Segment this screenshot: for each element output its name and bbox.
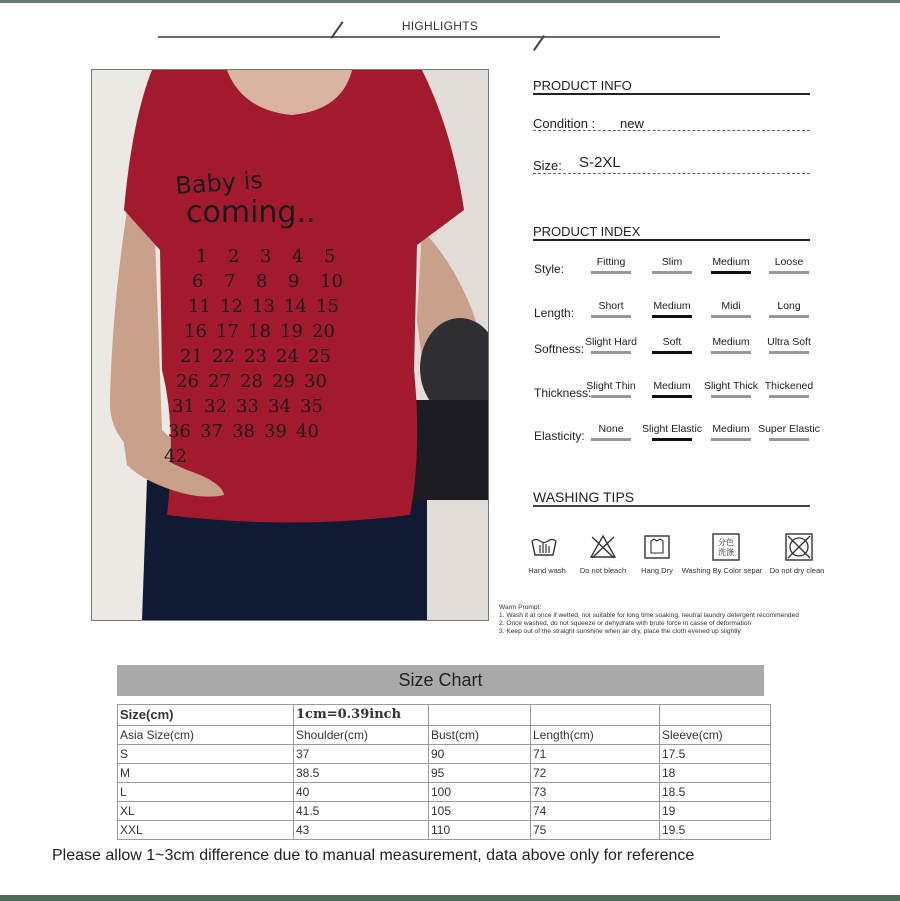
countdown-number: 42 [164,446,187,467]
countdown-number: 36 [168,421,191,442]
product-index-rule [533,239,810,241]
highlights-title: HIGHLIGHTS [401,19,479,33]
product-index-title: PRODUCT INDEX [533,224,641,239]
warm-prompt-line-1: 1. Wash it at once if wetted, not suitable for long time soaking, neutral laundry detergent recommended [499,612,799,619]
washing-tips-title: WASHING TIPS [533,489,635,505]
index-bar [591,351,631,354]
countdown-number: 13 [252,296,275,317]
index-option: Midi [721,300,741,312]
table-cell: 38.5 [294,764,429,783]
top-border [0,0,900,3]
countdown-number: 2 [228,246,240,267]
index-bar [769,438,809,441]
countdown-number: 35 [300,396,323,417]
index-bar [591,395,631,398]
index-option: Medium [712,256,750,268]
table-cell: Shoulder(cm) [294,726,429,745]
countdown-number: 18 [248,321,271,342]
countdown-number: 15 [316,296,339,317]
index-bar [591,315,631,318]
table-cell: 110 [429,821,531,840]
table-cell: XL [118,802,294,821]
table-cell: Length(cm) [531,726,660,745]
svg-text:洗涤: 洗涤 [718,548,734,557]
index-option: Slight Thin [586,380,636,392]
index-option: Fitting [596,256,626,268]
table-row [118,764,771,783]
index-option: Slight Thick [703,380,759,392]
index-option: Ultra Soft [767,336,811,348]
table-row [118,802,771,821]
index-bar [711,438,751,441]
index-option: Long [777,300,801,312]
product-info-rule [533,93,810,95]
index-bar [769,351,809,354]
table-cell: 18 [660,764,771,783]
countdown-number: 4 [292,246,304,267]
table-cell: 19.5 [660,821,771,840]
size-value: S-2XL [579,154,621,171]
index-bar [591,438,631,441]
index-option: None [598,423,624,435]
countdown-number: 20 [312,321,335,342]
hand-wash-icon [530,533,558,561]
index-option: Super Elastic [758,423,820,435]
hand-wash-caption: Hand wash [528,566,566,575]
table-cell: 43 [294,821,429,840]
index-bar [769,315,809,318]
index-option: Medium [653,380,691,392]
index-bar-selected [652,438,692,441]
shirt-text-line2: coming.. [186,195,316,230]
table-cell: 41.5 [294,802,429,821]
index-option: Medium [653,300,691,312]
index-option: Slim [661,256,683,268]
index-label: Thickness: [534,386,592,400]
countdown-number: 34 [268,396,291,417]
table-cell: Asia Size(cm) [118,726,294,745]
index-option: Short [598,300,624,312]
index-label: Style: [534,262,565,276]
washing-tips-rule [533,505,810,507]
countdown-number: 3 [260,246,272,267]
index-bar [652,271,692,274]
countdown-number: 29 [272,371,295,392]
table-row [118,783,771,802]
index-label: Elasticity: [534,429,585,443]
index-bar [591,271,631,274]
wash-by-color-icon [712,533,740,561]
product-info-title: PRODUCT INFO [533,78,632,93]
table-cell: 19 [660,802,771,821]
table-cell: 72 [531,764,660,783]
product-photo-illustration [92,70,488,620]
index-bar [769,271,809,274]
index-option: Slight Elastic [641,423,703,435]
table-row [118,705,771,726]
table-cell [660,705,771,726]
condition-label: Condition : [533,116,596,131]
countdown-number: 11 [188,296,211,317]
countdown-number: 10 [320,271,343,292]
table-cell: 1cm=0.39inch [294,705,429,726]
index-bar [711,351,751,354]
countdown-number: 32 [204,396,227,417]
table-cell: 71 [531,745,660,764]
countdown-number: 7 [224,271,236,292]
warm-prompt-line-2: 2. Once washed, do not squeeze or dehydrate with brute force in casse of deformation [499,620,752,627]
countdown-number: 31 [172,396,195,417]
index-option: Medium [712,423,750,435]
countdown-number: 16 [184,321,207,342]
do-not-dry-clean-caption: Do not dry clean [769,566,825,575]
countdown-number: 26 [176,371,199,392]
countdown-number: 5 [324,246,336,267]
countdown-number: 33 [236,396,259,417]
index-option: Slight Hard [585,336,637,348]
table-row [118,745,771,764]
countdown-number: 9 [288,271,300,292]
size-label: Size: [533,158,562,173]
countdown-number: 1 [196,246,208,267]
table-cell [429,705,531,726]
index-bar [711,395,751,398]
condition-value: new [620,116,644,131]
countdown-number: 27 [208,371,231,392]
warm-prompt-title: Warm Prompt: [499,604,542,611]
index-bar [769,395,809,398]
countdown-number: 24 [276,346,299,367]
index-option: Medium [712,336,750,348]
countdown-number: 17 [216,321,239,342]
measurement-note: Please allow 1~3cm difference due to manual measurement, data above only for reference [52,847,695,864]
table-cell: 105 [429,802,531,821]
table-cell: 100 [429,783,531,802]
table-cell: 37 [294,745,429,764]
do-not-bleach-caption: Do not bleach [579,566,627,575]
countdown-number: 8 [256,271,268,292]
countdown-number: 28 [240,371,263,392]
countdown-number: 40 [296,421,319,442]
table-cell: Size(cm) [118,705,294,726]
size-chart-title: Size Chart [117,665,764,696]
table-cell: 75 [531,821,660,840]
table-cell: S [118,745,294,764]
table-cell: Bust(cm) [429,726,531,745]
index-bar-selected [652,351,692,354]
wash-by-color-caption: Washing By Color separ [681,566,763,575]
countdown-number: 12 [220,296,243,317]
hang-dry-caption: Hang Dry [641,566,673,575]
index-bar-selected [711,271,751,274]
table-row [118,726,771,745]
countdown-number: 21 [180,346,203,367]
index-option: Thickened [764,380,814,392]
table-cell: M [118,764,294,783]
table-cell: 95 [429,764,531,783]
index-option: Loose [774,256,804,268]
warm-prompt-line-3: 3. Keep out of the straight sunshine when air dry, place the cloth evened up slightly [499,628,741,635]
countdown-number: 22 [212,346,235,367]
index-label: Softness: [534,342,585,356]
table-cell: 17.5 [660,745,771,764]
table-cell: 18.5 [660,783,771,802]
highlights-rule [158,36,720,38]
countdown-number: 23 [244,346,267,367]
countdown-number: 39 [264,421,287,442]
table-row [118,821,771,840]
index-bar [711,315,751,318]
countdown-number: 37 [200,421,223,442]
condition-dashline [533,130,810,131]
do-not-dry-clean-icon [785,533,813,561]
index-bar-selected [652,315,692,318]
index-bar-selected [652,395,692,398]
countdown-number: 6 [192,271,204,292]
countdown-number: 19 [280,321,303,342]
table-cell: 90 [429,745,531,764]
hang-dry-icon [643,533,671,561]
product-photo [91,69,489,621]
table-cell: 74 [531,802,660,821]
countdown-number: 30 [304,371,327,392]
do-not-bleach-icon [589,533,617,561]
shirt-text-line1: Baby is [174,165,264,200]
index-option: Soft [662,336,682,348]
table-cell: XXL [118,821,294,840]
table-cell: Sleeve(cm) [660,726,771,745]
size-chart-table [117,704,771,840]
table-cell: 73 [531,783,660,802]
bottom-border [0,895,900,901]
countdown-number: 25 [308,346,331,367]
svg-text:分色: 分色 [718,538,734,547]
table-cell: 40 [294,783,429,802]
table-cell: L [118,783,294,802]
index-label: Length: [534,306,575,320]
size-dashline [533,173,810,174]
table-cell [531,705,660,726]
countdown-number: 14 [284,296,307,317]
countdown-number: 38 [232,421,255,442]
